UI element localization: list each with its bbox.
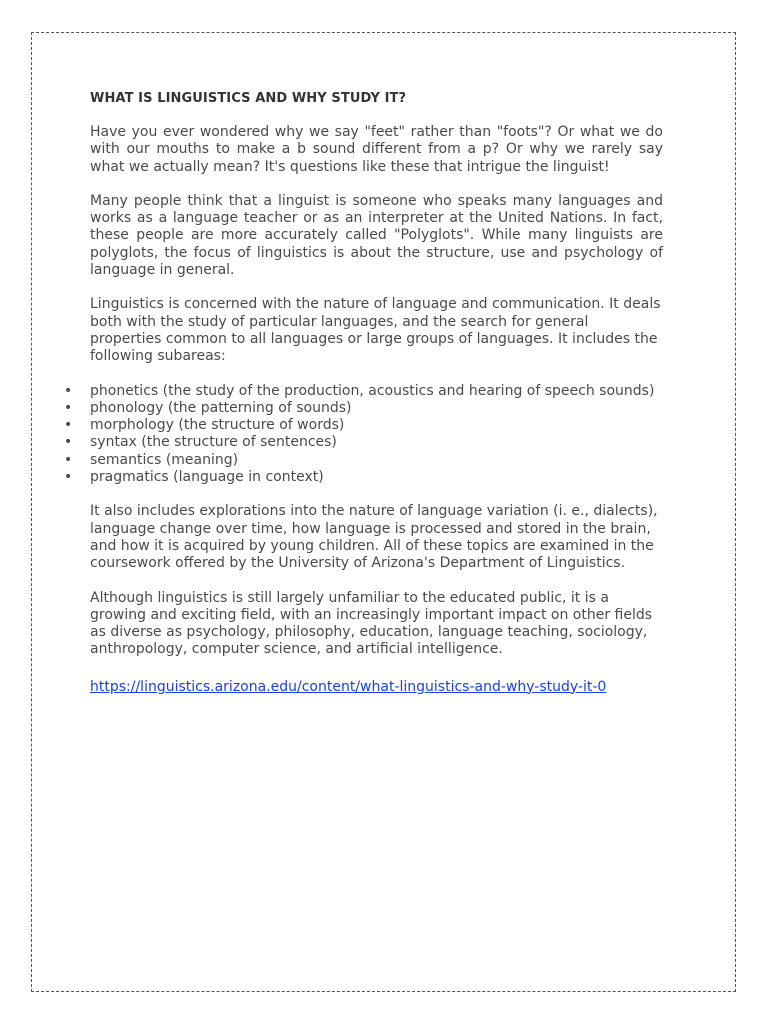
list-item-text: pragmatics (language in context) [90,469,324,486]
list-item-text: syntax (the structure of sentences) [90,434,337,451]
list-item [64,399,663,417]
closing-paragraph: Although linguistics is still largely unfamiliar to the educated public, it is a growing and exciting field, with an increasingly important impact on other fields as diverse as psychology, philosophy, education, language teaching, sociology, anthropology, computer science, and artificial intelligence. [90,589,653,658]
document-body [64,91,663,696]
bullet-icon: • [64,382,73,399]
list-item-text: phonetics (the study of the production, acoustics and hearing of speech sounds) [90,382,655,399]
list-item-text: morphology (the structure of words) [90,417,345,434]
subareas-list [64,382,663,487]
polyglots-paragraph: Many people think that a linguist is someone who speaks many languages and works as a language teacher or as an interpreter at the United Nations. In fact, these people are more accurately called "Polyglots". While many linguists are polyglots, the focus of linguistics is about the structure, use and psychology of language in general. [90,192,663,279]
list-item [64,417,663,434]
document-title: WHAT IS LINGUISTICS AND WHY STUDY IT? [90,91,407,106]
subareas-intro-paragraph: Linguistics is concerned with the nature of language and communication. It deals both with the study of particular languages, and the search for general properties common to all languages or large groups of languages. It includes the following subareas: [90,296,661,365]
list-item-text: semantics (meaning) [90,451,239,468]
source-link[interactable]: https://linguistics.arizona.edu/content/what-linguistics-and-why-study-it-0 [90,678,607,695]
list-item [64,469,663,486]
intro-paragraph: Have you ever wondered why we say "feet" rather than "foots"? Or what we do with our mouths to make a b sound different from a p? Or why we rarely say what we actually mean? It's questions like these that intrigue the linguist! [90,124,663,175]
bullet-icon: • [64,434,73,451]
bullet-icon: • [64,417,73,434]
variation-paragraph: It also includes explorations into the nature of language variation (i. e., dialects), language change over time, how language is processed and stored in the brain, and how it is acquired by young children. All of these topics are examined in the coursework offered by the University of Arizona's Department of Linguistics. [90,503,658,572]
list-item [64,451,663,469]
bullet-icon: • [64,399,73,416]
list-item [64,434,663,451]
bullet-icon: • [64,451,73,468]
list-item [64,382,663,400]
document-page [31,32,736,992]
list-item-text: phonology (the patterning of sounds) [90,399,352,416]
bullet-icon: • [64,469,73,486]
